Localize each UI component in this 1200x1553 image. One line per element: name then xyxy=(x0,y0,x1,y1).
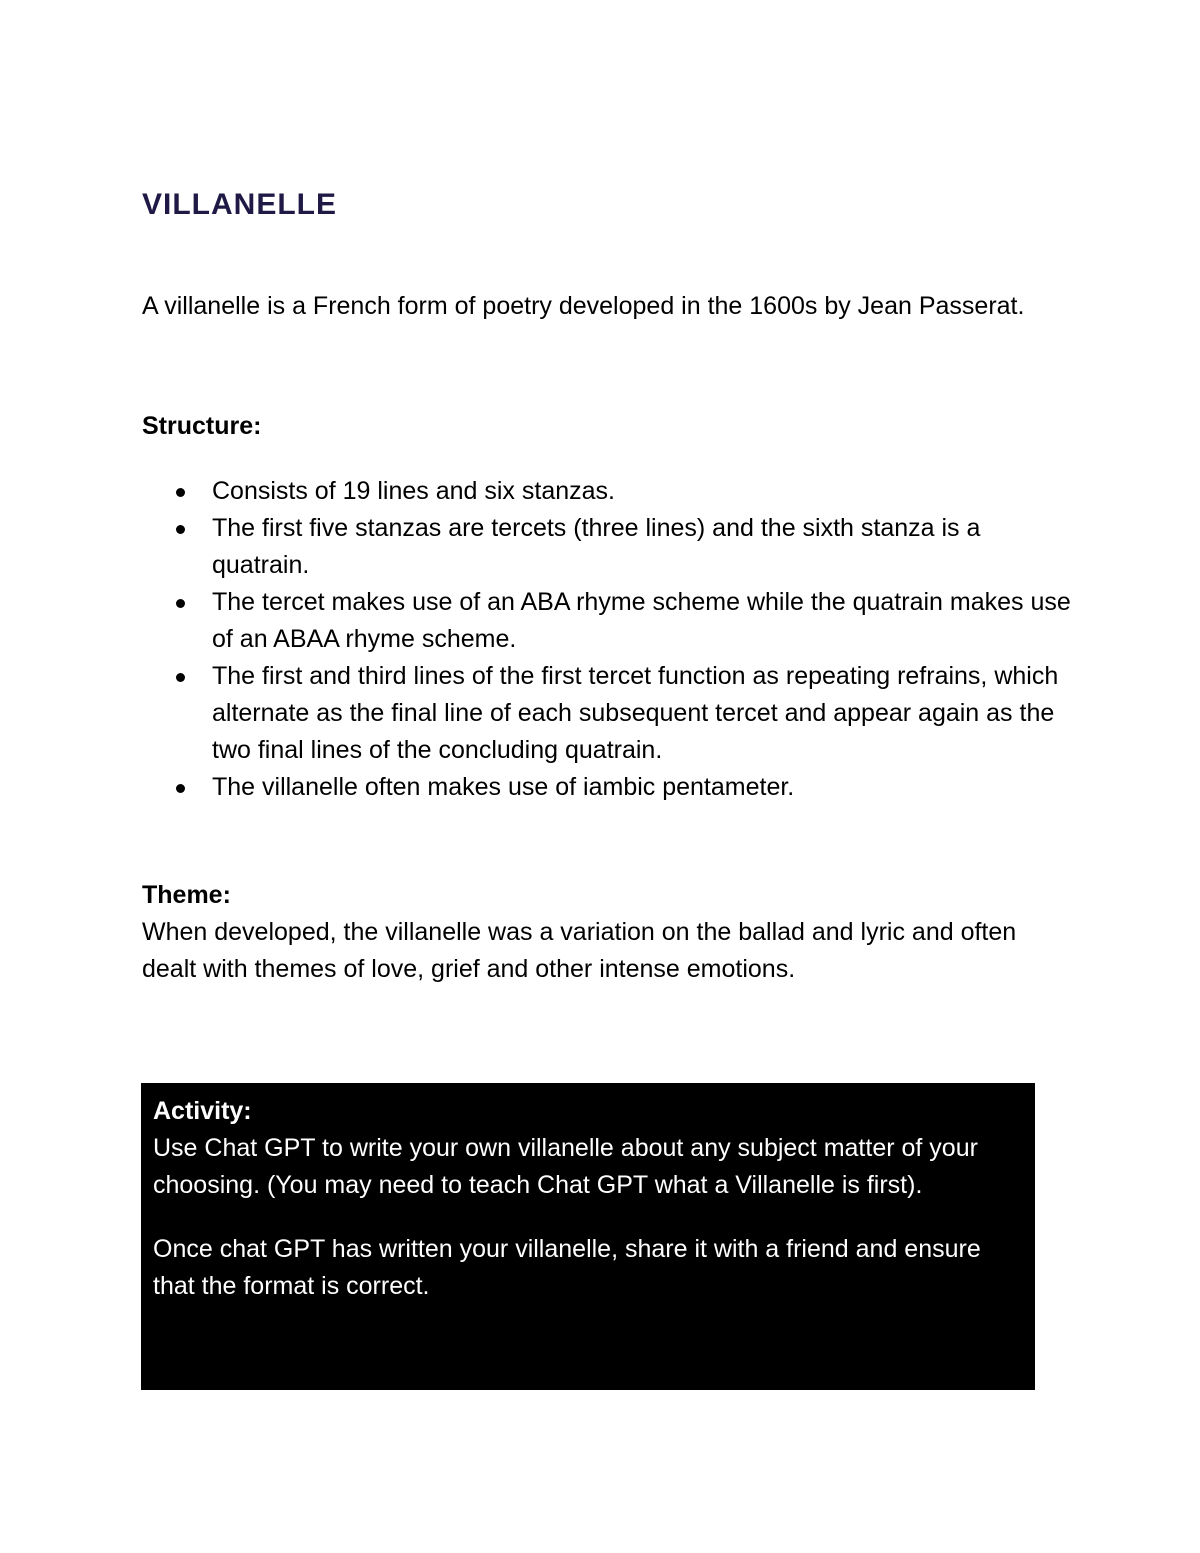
list-item-text: The tercet makes use of an ABA rhyme scheme while the quatrain makes use of an ABAA rhyme scheme. xyxy=(212,588,1071,653)
activity-heading: Activity: xyxy=(153,1097,252,1125)
list-item xyxy=(142,769,1072,806)
bullet-icon xyxy=(176,784,185,793)
list-item-text: Consists of 19 lines and six stanzas. xyxy=(212,477,615,505)
bullet-icon xyxy=(176,488,185,497)
bullet-icon xyxy=(176,599,185,608)
theme-paragraph: When developed, the villanelle was a variation on the ballad and lyric and often dealt with themes of love, grief and other intense emotions. xyxy=(142,918,1017,983)
activity-paragraph-1: Use Chat GPT to write your own villanelle about any subject matter of your choosing. (You may need to teach Chat GPT what a Villanelle is first). xyxy=(153,1134,978,1199)
bullet-icon xyxy=(176,673,185,682)
activity-paragraph-2: Once chat GPT has written your villanelle, share it with a friend and ensure that the format is correct. xyxy=(153,1235,981,1300)
list-item-text: The villanelle often makes use of iambic pentameter. xyxy=(212,773,795,801)
page-title: VILLANELLE xyxy=(142,188,337,221)
list-item xyxy=(142,584,1072,658)
list-item xyxy=(142,510,1072,584)
structure-heading: Structure: xyxy=(142,412,262,440)
list-item xyxy=(142,473,1072,510)
structure-list xyxy=(142,473,1072,806)
list-item-text: The first and third lines of the first tercet function as repeating refrains, which alternate as the final line of each subsequent tercet and appear again as the two final lines of the concluding quatrain. xyxy=(212,662,1059,764)
intro-paragraph: A villanelle is a French form of poetry developed in the 1600s by Jean Passerat. xyxy=(142,292,1025,320)
bullet-icon xyxy=(176,525,185,534)
theme-heading: Theme: xyxy=(142,881,231,909)
list-item xyxy=(142,658,1072,769)
list-item-text: The first five stanzas are tercets (three lines) and the sixth stanza is a quatrain. xyxy=(212,514,981,579)
activity-box xyxy=(141,1083,1035,1390)
